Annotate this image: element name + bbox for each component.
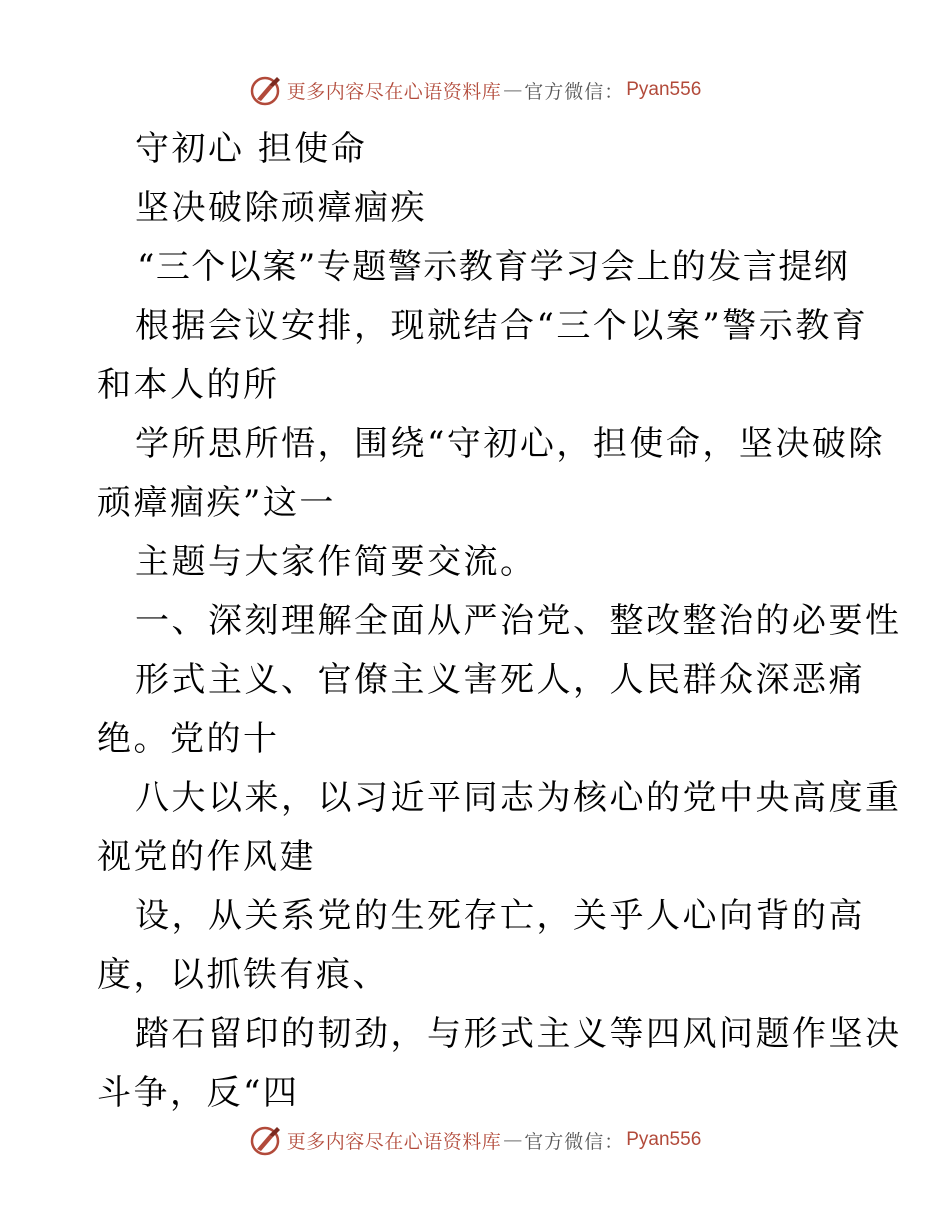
text-line: 斗争，反“四 (97, 1073, 300, 1113)
text-line: 和本人的所 (97, 365, 280, 405)
text-line: 设，从关系党的生死存亡，关乎人心向背的高 (135, 896, 865, 936)
text-line: 度，以抓铁有痕、 (97, 955, 389, 995)
wechat-label: 官方微信： (524, 80, 625, 103)
separator-dash: — (503, 1129, 523, 1151)
footer-watermark-banner (0, 1120, 950, 1160)
section-heading: 一、深刻理解全面从严治党、整改整治的必要性 (135, 601, 902, 641)
text-line: 绝。党的十 (97, 719, 280, 759)
text-line: 学所思所悟，围绕“守初心，担使命，坚决破除 (135, 424, 885, 464)
text-line: 主题与大家作简要交流。 (135, 542, 537, 582)
title-line-1: 守初心 担使命 (135, 129, 368, 169)
document-body (97, 120, 902, 1123)
text-line: 视党的作风建 (97, 837, 316, 877)
wechat-account: Pyan556 (626, 79, 702, 100)
wechat-label: 官方微信： (524, 1130, 625, 1153)
text-line: 根据会议安排，现就结合“三个以案”警示教育 (135, 306, 869, 346)
site-name: 更多内容尽在心语资料库 (286, 1130, 502, 1153)
wechat-account: Pyan556 (626, 1129, 702, 1150)
site-name: 更多内容尽在心语资料库 (286, 80, 502, 103)
text-line: 形式主义、官僚主义害死人，人民群众深恶痛 (135, 660, 865, 700)
title-line-2: 坚决破除顽瘴痼疾 (135, 188, 427, 228)
pen-logo-icon (249, 1123, 283, 1157)
subtitle-line: “三个以案”专题警示教育学习会上的发言提纲 (137, 247, 850, 287)
header-watermark-banner (0, 70, 950, 110)
pen-logo-icon (249, 73, 283, 107)
text-line: 踏石留印的韧劲，与形式主义等四风问题作坚决 (135, 1014, 902, 1054)
text-line: 八大以来，以习近平同志为核心的党中央高度重 (135, 778, 902, 818)
text-line: 顽瘴痼疾”这一 (97, 483, 336, 523)
separator-dash: — (503, 79, 523, 101)
